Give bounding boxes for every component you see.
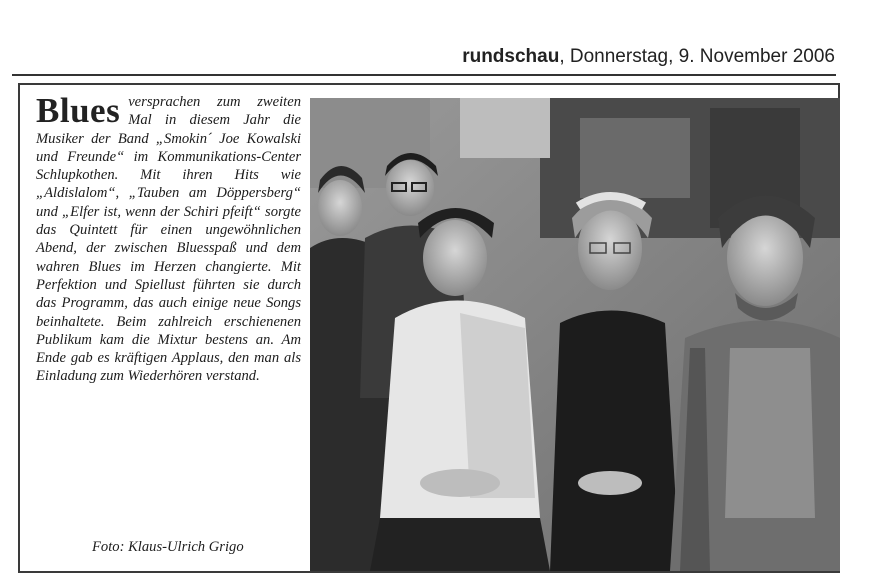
article-body: versprachen zum zweiten Mal in diesem Jahr die Musiker der Band „Smokin´ Joe Kowalski und Freunde“ im Kommunikations-Center Schlupkothen. Mit ihren Hits wie „Aldislalom“, „Tauben am Döppersberg“ und „Elfer ist, wenn der Schiri pfeift“ sorgte das Quintett für einen ungewöhnlichen Abend, der zwischen Bluesspaß und dem wahren Blues im Herzen changierte. Mit Perfektion und Spiellust führten sie durch das Programm, das auch einige neue Songs beinhaltete. Beim zahlreich erschienenen Publikum kam die Mixtur bestens an. Am Ende gab es kräftigen Applaus, den man als Einladung zum Wiederhören verstand.: [36, 94, 301, 385]
article-text: [36, 93, 301, 386]
header-rule: [12, 74, 836, 76]
article-kicker: Blues: [36, 91, 121, 130]
issue-date: , Donnerstag, 9. November 2006: [559, 46, 835, 67]
photo-credit: Foto: Klaus-Ulrich Grigo: [92, 539, 244, 555]
band-photo: [310, 98, 840, 571]
newspaper-header: [380, 46, 835, 68]
newspaper-name: rundschau: [462, 46, 560, 67]
band-photo-illustration: [310, 98, 840, 571]
